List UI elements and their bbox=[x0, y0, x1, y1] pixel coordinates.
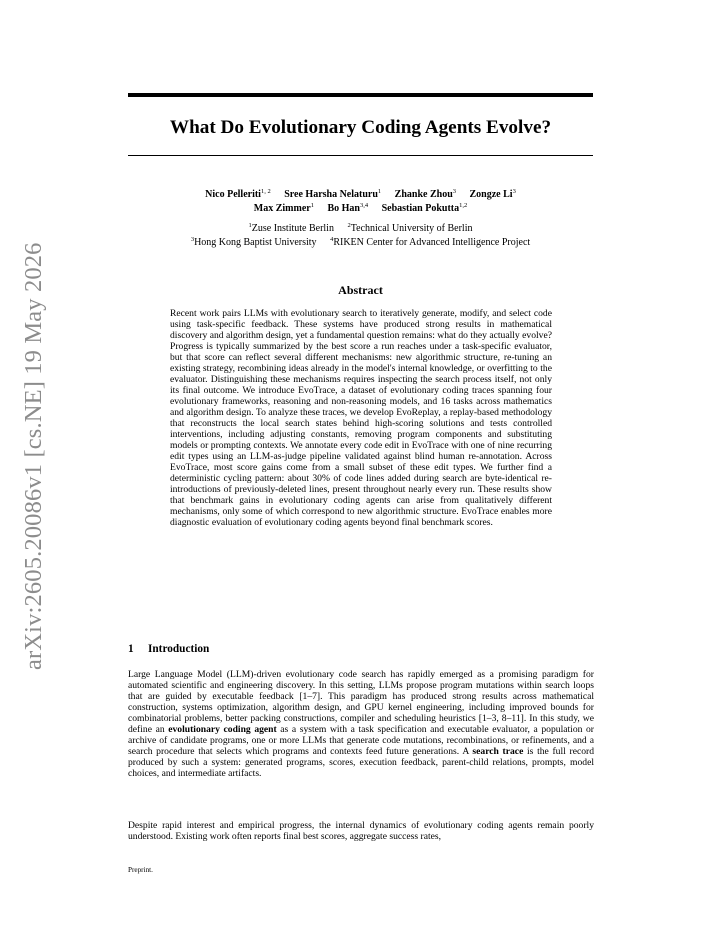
defined-term: evolutionary coding agent bbox=[168, 724, 277, 735]
author-affiliation-mark: 3 bbox=[452, 188, 457, 195]
author-name: Bo Han bbox=[327, 203, 360, 214]
abstract-text: Recent work pairs LLMs with evolutionary search to iteratively generate, modify, and select code using task-specific feedback. These systems have produced strong results in mathematical discovery and algorithm design, yet a fundamental question remains: what do they actually evolve? Progress is typically summarized by the best score a run reaches under a task-specific evaluator, but that score can reflect several different mechanisms: new algorithmic structure, re-tuning an existing strategy, recombining ideas already in the model's internal knowledge, or overfitting to the evaluator. Distinguishing these mechanisms requires inspecting the search process itself, not only its final outcome. We introduce EvoTrace, a dataset of evolutionary coding traces spanning four evolutionary frameworks, reasoning and non-reasoning models, and 16 tasks across mathematics and algorithm design. To analyze these traces, we develop EvoReplay, a replay-based methodology that reconstructs the local search states behind high-scoring solutions and tests controlled interventions, including adjusting constants, removing program components and substituting models or prompting contexts. We annotate every code edit in EvoTrace with one of nine recurring edit types using an LLM-as-judge pipeline validated against blind human re-annotation. Across EvoTrace, most score gains come from a small subset of these edit types. We further find a deterministic cycling pattern: about 30% of code lines added during search are byte-identical re-introductions of previously-deleted lines, present throughout nearly every run. These results show that benchmark gains in evolutionary coding agents can arise from qualitatively different mechanisms, only some of which correspond to new algorithmic structure. EvoTrace enables more diagnostic evaluation of evolutionary coding agents beyond final benchmark scores. bbox=[170, 308, 552, 528]
abstract-heading: Abstract bbox=[338, 283, 383, 297]
author-list bbox=[128, 188, 593, 216]
affiliation-list bbox=[128, 222, 593, 250]
section-number: 1 bbox=[128, 643, 134, 655]
paragraph-text: as a system with a task specification and executable evaluator, a population or archive of candidate programs, one or more LLMs that generate code mutations, recombinations, or refinements, and a search procedure that selects which programs and contexts feed future generations. A bbox=[128, 724, 594, 757]
intro-paragraph-2: Despite rapid interest and empirical progress, the internal dynamics of evolutionary coding agents remain poorly understood. Existing work often reports final best scores, aggregate success rates, bbox=[128, 820, 594, 842]
affiliation-name: Technical University of Berlin bbox=[350, 223, 473, 234]
affiliation-line-1 bbox=[128, 222, 593, 236]
arxiv-identifier-text: arXiv:2605.20086v1 [cs.NE] 19 May 2026 bbox=[20, 242, 47, 670]
author-line-1 bbox=[128, 188, 593, 202]
author-name: Sree Harsha Nelaturu bbox=[284, 189, 378, 200]
author-affiliation-mark: 1 bbox=[377, 188, 382, 195]
affiliation-name: Zuse Institute Berlin bbox=[251, 223, 334, 234]
author-name: Nico Pelleriti bbox=[205, 189, 261, 200]
section-heading bbox=[128, 642, 209, 656]
footer-note: Preprint. bbox=[128, 866, 153, 874]
intro-paragraph-1 bbox=[128, 669, 594, 779]
author-affiliation-mark: 1,2 bbox=[459, 202, 468, 209]
author-name: Max Zimmer bbox=[253, 203, 311, 214]
defined-term: search trace bbox=[472, 746, 524, 757]
paragraph-text: is the full record produced by such a system: generated programs, scores, execution feedback, parent-child relations, prompts, model choices, and intermediate artifacts. bbox=[128, 746, 594, 779]
author-name: Zhanke Zhou bbox=[394, 189, 453, 200]
author-name: Zongze Li bbox=[469, 189, 513, 200]
section-title: Introduction bbox=[148, 643, 210, 655]
author-affiliation-mark: 1 bbox=[310, 202, 314, 209]
author-affiliation-mark: 3 bbox=[512, 188, 516, 195]
author-name: Sebastian Pokutta bbox=[381, 203, 460, 214]
affiliation-line-2 bbox=[128, 236, 593, 250]
affiliation-mark: 4 bbox=[330, 236, 334, 243]
title-top-rule bbox=[128, 93, 593, 97]
paragraph-text: Large Language Model (LLM)-driven evolutionary code search has rapidly emerged as a promising paradigm for automated scientific and engineering discovery. In this setting, LLMs propose program mutations within search loops that are guided by executable feedback [1–7]. This paradigm has produced strong results across mathematical construction, systems optimization, algorithm design, and GPU kernel engineering, including improved bounds for combinatorial problems, better packing constructions, compiler and scheduling heuristics [1–3, 8–11]. In this study, we define an bbox=[128, 669, 594, 735]
author-line-2 bbox=[128, 202, 593, 216]
author-affiliation-mark: 1, 2 bbox=[260, 188, 271, 195]
affiliation-mark: 2 bbox=[347, 222, 351, 229]
title-bottom-rule bbox=[128, 155, 593, 156]
paper-title: What Do Evolutionary Coding Agents Evolve? bbox=[169, 117, 552, 138]
author-affiliation-mark: 3,4 bbox=[359, 202, 369, 209]
affiliation-name: RIKEN Center for Advanced Intelligence Project bbox=[333, 237, 531, 248]
affiliation-name: Hong Kong Baptist University bbox=[194, 237, 317, 248]
affiliation-mark: 1 bbox=[248, 222, 252, 229]
affiliation-mark: 3 bbox=[190, 236, 195, 243]
